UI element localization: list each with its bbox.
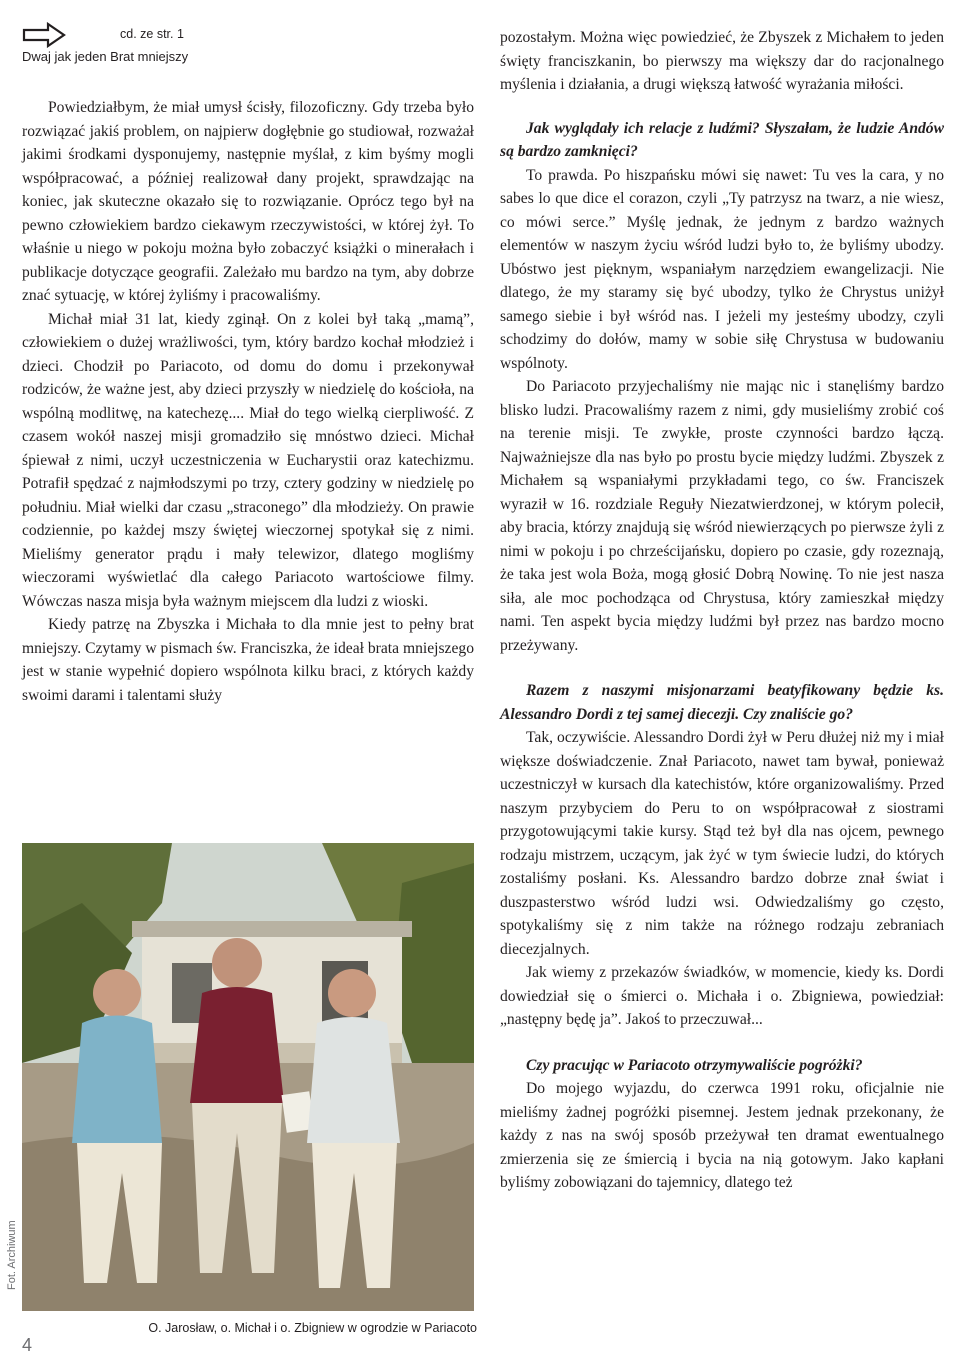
paragraph: Tak, oczywiście. Alessandro Dordi żył w Peru dłużej niż my i miał większe doświadczenie. Znał Pariacoto, nawet tam bywał, ponieważ uczestniczył w kursach dla katechistów, które organizowaliśmy. Przed naszym przybyciem do Peru to on współpracował z siostrami przygotowującymi takie kursy. Stąd też był dla nas ojcem, pewnego rodzaju mistrzem, uczącym, jak żyć w tym świecie ludzi, do których zostaliśmy posłani. Ks. Alessandro bardzo dobrze znał świat i duszpasterstwo wśród ludzi wsi. Odwiedzaliśmy go często, spotykaliśmy się z nim także na różnego rodzaju zebraniach diecezjalnych. xyxy=(500,729,944,958)
interview-question: Jak wyglądały ich relacje z ludźmi? Słyszałam, że ludzie Andów są bardzo zamknięci? xyxy=(500,119,944,160)
continuation-note: cd. ze str. 1 xyxy=(120,27,184,41)
paragraph: Kiedy patrzę na Zbyszka i Michała to dla mnie jest to pełny brat mniejszy. Czytamy w pismach św. Franciszka, że ideał brata mniejszego jest w stanie wypełnić dopiero wspólnota kilku braci, z których każdy swoimi darami i talentami służy xyxy=(22,616,474,704)
paragraph: Powiedziałbym, że miał umysł ścisły, filozoficzny. Gdy trzeba było rozwiązać jakiś problem, on najpierw dogłębnie go studiował, rozważał jakimi środkami dysponujemy, następnie myślał, z kim byśmy mogli współpracować, a później realizował dany projekt, sprawdzając na koniec, jak skuteczne okazało się to rozwiązanie. Oprócz tego był na pewno człowiekiem bardzo ciekawym rzeczywistości, w której żył. To właśnie u niego w pokoju można było zobaczyć książki o minerałach i publikacje dotyczące geografii. Zależało mu bardzo na tym, aby dobrze znać sytuację, w której żyliśmy i pracowaliśmy. xyxy=(22,99,474,304)
left-column xyxy=(22,96,474,707)
running-title: Dwaj jak jeden Brat mniejszy xyxy=(22,49,189,64)
arrow-right-icon xyxy=(22,22,68,48)
page-number: 4 xyxy=(22,1335,33,1355)
photo-illustration xyxy=(22,843,474,1311)
group-photo xyxy=(22,843,474,1311)
photo-credit: Fot. Archiwum xyxy=(6,1220,18,1290)
interview-question: Czy pracując w Pariacoto otrzymywaliście pogróżki? xyxy=(526,1056,863,1074)
paragraph: To prawda. Po hiszpańsku mówi się nawet: Tu ves la cara, y no sabes lo que dice el corazon, czyli „Ty patrzysz na twarz, a nie wiesz, co mówi serce.” Myślę jednak, że jednym z bardzo ważnych elementów w naszym życiu wśród ludzi było to, że byliśmy ubodzy. Ubóstwo jest pięknym, wspaniałym narzędziem ewangelizacji. Nie dlatego, że my staramy się być ubodzy, tylko że Chrystus uniżył samego siebie i był wśród nas. I jeżeli my jesteśmy ubodzy, czyli schodzimy do dołów, mamy w sobie siłę Chrystusa w budowaniu wspólnoty. xyxy=(500,166,944,372)
paragraph: Do Pariacoto przyjechaliśmy nie mając nic i stanęliśmy bardzo blisko ludzi. Pracowaliśmy razem z nimi, gdy musieliśmy zrobić coś na terenie misji. Te zwykłe, proste czynności bardzo łączą. Najważniejsze dla nas było po prostu bycie między ludźmi. Zbyszek z Michałem są wspaniałymi przykładami tego, co św. Franciszek wyraził w 16. rozdziale Reguły Niezatwierdzonej, w którym polecił, aby bracia, którzy znajdują się wśród niewierzących po pierwsze żyli z nimi w pokoju i po chrześcijańsku, dopiero po czasie, gdy rozeznają, że taka jest wola Boża, mogą głosić Dobrą Nowinę. To nie jest nasza siła, ale moc pochodząca od Chrystusa, który zamieszkał między nami. Ten aspekt bycia między ludźmi był przez nas bardzo mocno przeżywany. xyxy=(500,378,944,654)
right-column xyxy=(500,26,944,1195)
paragraph: Jak wiemy z przekazów świadków, w momencie, kiedy ks. Dordi dowiedział się o śmierci o. Michała i o. Zbigniewa, powiedział: „następny będę ja”. Jakoś to przeczuwał... xyxy=(500,964,944,1028)
paragraph: pozostałym. Można więc powiedzieć, że Zbyszek z Michałem to jeden święty franciszkanin, bo pierwszy ma większy dar do racjonalnego myślenia i działania, a drugi większą łatwość wyrażania miłości. xyxy=(500,29,944,93)
interview-question: Razem z naszymi misjonarzami beatyfikowany będzie ks. Alessandro Dordi z tej samej diecezji. Czy znaliście go? xyxy=(500,682,944,723)
paragraph: Do mojego wyjazdu, do czerwca 1991 roku, oficjalnie nie mieliśmy żadnej pogróżki pisemnej. Jestem jednak przekonany, że każdy z nas na swój sposób przeżywał ten dramat ewentualnego zmierzenia się ze śmiercią i bycia na nią gotowym. Jako kapłani byliśmy zobowiązani do tajemnicy, dlatego też xyxy=(500,1080,944,1191)
photo-caption: O. Jarosław, o. Michał i o. Zbigniew w ogrodzie w Pariacoto xyxy=(148,1321,477,1335)
paragraph: Michał miał 31 lat, kiedy zginął. On z kolei był taką „mamą”, człowiekiem o dużej wrażliwości, tym, który bardzo kochał młodzież i dzieci. Chodził po Pariacoto, od domu do domu i przekonywał rodziców, że ważne jest, aby dzieci przyszły w niedzielę do kościoła, na wspólną modlitwę, na katechezę.... Miał do tego wielką cierpliwość. Z czasem wokół naszej misji gromadziło się mnóstwo dzieci. Michał śpiewał z nimi, uczył uczestniczenia w Eucharystii oraz katechizmu. Potrafił spędzać z najmłodszymi po trzy, cztery godziny w niedzielę po południu. Miał wielki dar czasu „straconego” dla młodzieży. On prawie codziennie, po każdej mszy świętej wieczornej spotykał się z nimi. Mieliśmy generator prądu i mały telewizor, dlatego mogliśmy wieczorami wyświetlać dla całego Pariacoto wartościowe filmy. Wówczas nasza misja była ważnym miejscem dla ludzi z wioski. xyxy=(22,310,474,610)
